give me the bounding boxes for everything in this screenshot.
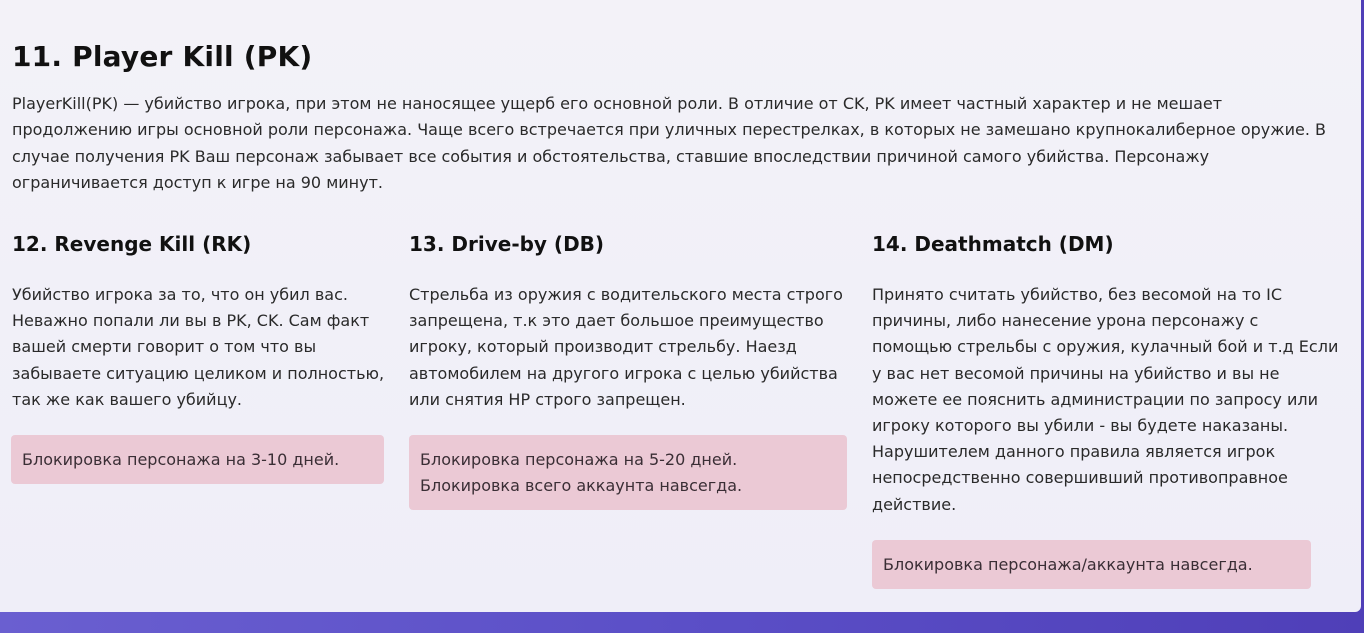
rule-text-rk: Убийство игрока за то, что он убил вас. Неважно попали ли вы в PK, CK. Сам факт вашей смерти говорит о том что вы забываете ситуацию целиком и полностью, так же как вашего убийцу. <box>12 285 385 409</box>
penalty-box-db <box>409 435 847 510</box>
section-description-pk: PlayerKill(PK) — убийство игрока, при этом не наносящее ущерб его основной роли. В отличие от CK, PK имеет частный характер и не мешает продолжению игры основной роли персонажа. Чаще всего встречается при уличных перестрелках, в которых не замешано крупнокалиберное оружие. В случае получения PK Ваш персонаж забывает все события и обстоятельства, ставшие впоследствии причиной самого убийства. Персонажу ограничивается доступ к игре на 90 минут. <box>12 94 1327 192</box>
rule-title-db: 13. Drive-by (DB) <box>409 232 605 256</box>
rule-text-db: Стрельба из оружия с водительского места строго запрещена, т.к это дает большое преимущество игроку, который производит стрельбу. Наезд автомобилем на другого игрока с целью убийства или снятия HP строго запрещен. <box>409 285 843 409</box>
penalty-line: Блокировка персонажа на 3-10 дней. <box>22 450 340 469</box>
section-title-pk: 11. Player Kill (PK) <box>12 40 313 73</box>
rule-title-rk: 12. Revenge Kill (RK) <box>12 232 252 256</box>
penalty-box-dm <box>872 540 1311 589</box>
penalty-line: Блокировка персонажа/аккаунта навсегда. <box>883 555 1253 574</box>
rule-title-dm: 14. Deathmatch (DM) <box>872 232 1114 256</box>
penalty-line: Блокировка всего аккаунта навсегда. <box>420 476 743 496</box>
penalty-line: Блокировка персонажа на 5-20 дней. <box>420 450 738 469</box>
rule-column-db <box>409 230 845 413</box>
rule-text-dm: Принято считать убийство, без весомой на то IC причины, либо нанесение урона персонажу с помощью стрельбы с оружия, кулачный бой и т.д Если у вас нет весомой причины на убийство и вы не можете ее пояснить администрации по запросу или игроку которого вы убили - вы будете наказаны. Нарушителем данного правила является игрок непосредственно совершивший противоправное действие. <box>872 285 1339 514</box>
penalty-box-rk <box>11 435 384 484</box>
rule-column-rk <box>12 230 390 413</box>
rule-column-dm <box>872 230 1342 518</box>
